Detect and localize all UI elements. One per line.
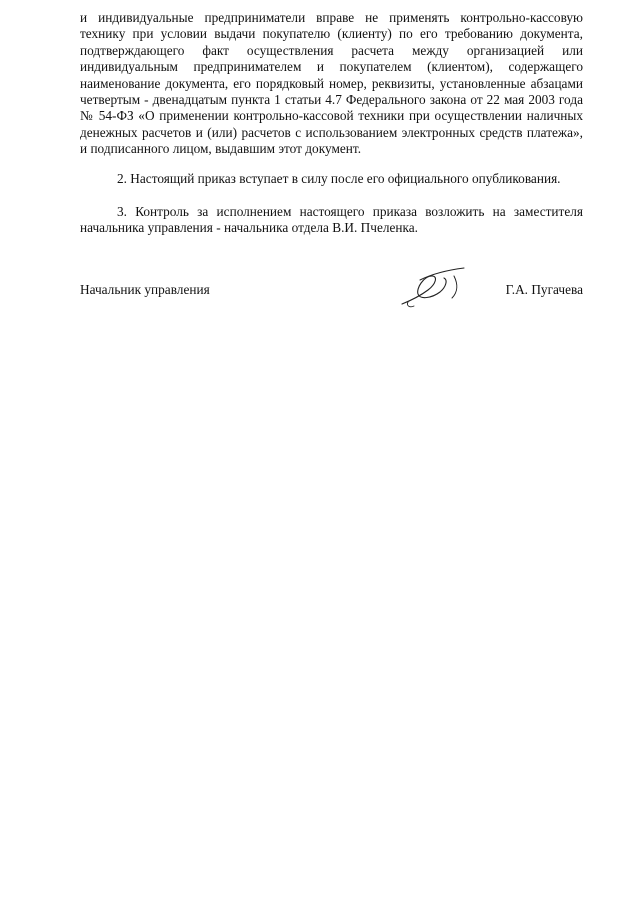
paragraph-2: 2. Настоящий приказ вступает в силу после его официального опубликования. [117,171,561,186]
handwritten-signature [398,262,470,310]
paragraph-1-continuation: и индивидуальные предприниматели вправе не применять контрольно-кассовую технику при условии выдачи покупателю (клиенту) по его требованию документа, подтверждающего факт осуществления расчета между организацией или индивидуальным предпринимателем и покупателем (клиентом), содержащего наименование документа, его порядковый номер, реквизиты, установленные абзацами четвертым - двенадцатым пункта 1 статьи 4.7 Федерального закона от 22 мая 2003 года № 54-ФЗ «О применении контрольно-кассовой техники при осуществлении наличных денежных расчетов и (или) расчетов с использованием электронных средств платежа», и подписанного лицом, выдавшим этот документ. [80,10,583,157]
paragraph-3: 3. Контроль за исполнением настоящего приказа возложить на заместителя начальника управления - начальника отдела В.И. Пчеленка. [80,204,583,236]
signer-name: Г.А. Пугачева [505,282,583,297]
signature-block [80,282,583,302]
signer-title: Начальник управления [80,282,210,297]
